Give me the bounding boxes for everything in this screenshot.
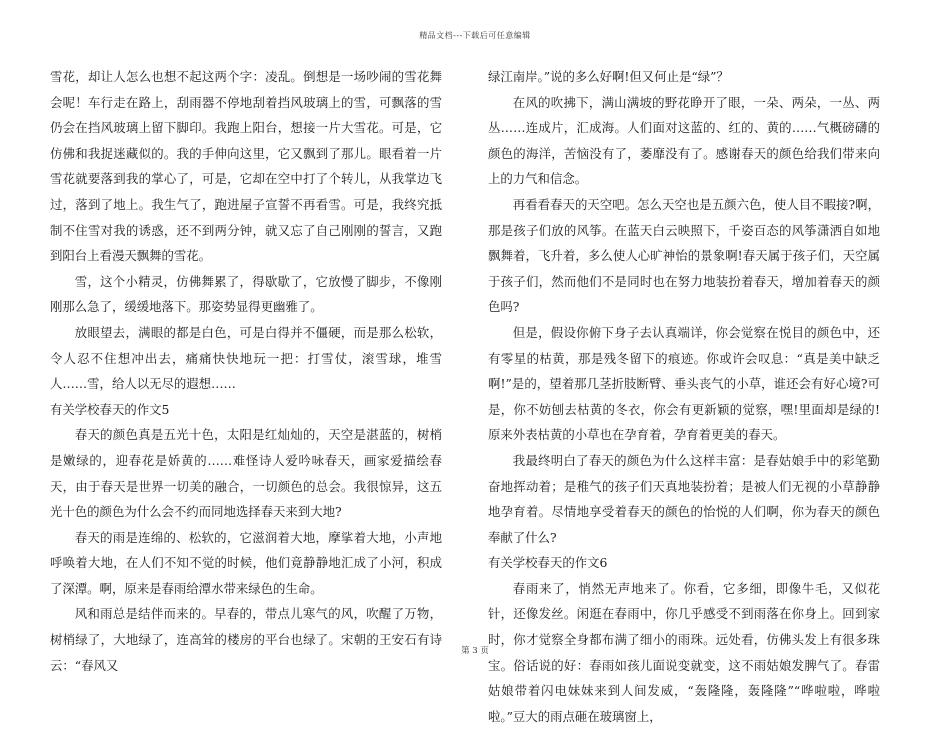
right-column — [488, 64, 880, 729]
paragraph: 绿江南岸。”说的多么好啊!但又何止是“绿”？ — [488, 69, 729, 84]
page-number: 第 3 页 — [461, 646, 489, 656]
paragraph: 雪花，却让人怎么也想不起这两个字：凌乱。倒想是一场吵闹的雪花舞会呢！车行走在路上，刮雨器不停地刮着挡风玻璃上的雪，可飘落的雪仍会在挡风玻璃上留下脚印。我跑上阳台，想接一片大雪花。可是，它仿佛和我捉迷藏似的。我的手伸向这里，它又飘到了那儿。眼看着一片雪花就要落到我的掌心了，可是，它却在空中打了个转儿，从我掌边飞过，落到了地上。我生气了，跑进屋子宣誓不再看雪。可是，我终究抵制不住雪对我的诱惑，还不到两分钟，就又忘了自己刚刚的誓言，又跑到阳台上看漫天飘舞的雪花。 — [50, 69, 442, 264]
paragraph: 放眼望去，满眼的都是白色，可是白得并不僵硬，而是那么松软，令人忍不住想冲出去，痛痛快快地玩一把：打雪仗，滚雪球，堆雪人……雪，给人以无尽的遐想…… — [50, 324, 442, 392]
left-column — [50, 64, 442, 678]
page-header: 精品文档---下载后可任意编辑 — [419, 31, 531, 40]
section-heading: 有关学校春天的作文6 — [488, 555, 608, 571]
paragraph: 雪，这个小精灵，仿佛舞累了，得歇歇了，它放慢了脚步，不像刚刚那么急了，缓缓地落下。那姿势显得更幽雅了。 — [50, 273, 442, 315]
section-heading: 有关学校春天的作文5 — [50, 401, 170, 417]
paragraph: 春天的雨是连绵的、松软的，它滋润着大地，摩挲着大地，小声地呼唤着大地，在人们不知不觉的时候，他们竟静静地汇成了小河，积成了深潭。啊，原来是春雨给潭水带来绿色的生命。 — [50, 529, 442, 596]
paragraph: 风和雨总是结伴而来的。早春的，带点儿寒气的风，吹醒了万物，树梢绿了，大地绿了，连高耸的楼房的平台也绿了。宋朝的王安石有诗云：“春风又 — [50, 606, 442, 673]
paragraph: 我最终明白了春天的颜色为什么这样丰富：是春姑娘手中的彩笔勤奋地挥动着；是稚气的孩子们天真地装扮着；是被人们无视的小草静静地孕育着。尽情地享受着春天的颜色的怡悦的人们啊，你为春天的颜色奉献了什么? — [488, 452, 880, 545]
paragraph: 在风的吹拂下，满山满坡的野花睁开了眼，一朵、两朵，一丛、两丛……连成片，汇成海。人们面对这蓝的、红的、黄的……气概磅礴的颜色的海洋，苦恼没有了，萎靡没有了。感谢春天的颜色给我们带来向上的力气和信念。 — [488, 94, 880, 187]
paragraph: 但是，假设你俯下身子去认真端详，你会觉察在悦目的颜色中，还有零星的枯黄，那是残冬留下的痕迹。你或许会叹息：“真是美中缺乏啊!”是的，望着那几茎折肢断臂、垂头丧气的小草，谁还会有好心境?可是，你不妨刨去枯黄的冬衣，你会有更新颖的觉察，嘿!里面却是绿的!原来外表枯黄的小草也在孕育着，孕育着更美的春天。 — [488, 324, 880, 443]
paragraph: 春雨来了，悄然无声地来了。你看，它多细，即像牛毛，又似花针，还像发丝。闲逛在春雨中，你几乎感受不到雨落在你身上。回到家时，你才觉察全身都布满了细小的雨珠。远处看，仿佛头发上有很多珠宝。俗话说的好：春雨如孩儿面说变就变，这不雨姑娘发脾气了。春雷姑娘带着闪电妹妹来到人间发威，“轰隆隆，轰隆隆”“哗啦啦，哗啦啦。”豆大的雨点砸在玻璃窗上， — [488, 580, 880, 724]
paragraph: 春天的颜色真是五光十色，太阳是红灿灿的，天空是湛蓝的，树梢是嫩绿的，迎春花是娇黄的……难怪诗人爱吟咏春天，画家爱描绘春天，由于春天是世界一切美的融合，一切颜色的总会。我很惊异，这五光十色的颜色为什么会不约而同地选择春天来到大地? — [50, 427, 442, 520]
paragraph: 再看看春天的天空吧。怎么天空也是五颜六色，使人目不暇接?啊，那是孩子们放的风筝。在蓝天白云映照下，千姿百态的风筝潇洒自如地飘舞着，飞升着，多么使人心旷神怡的景象啊!春天属于孩子们，天空属于孩子们，然而他们不是同时也在努力地装扮着春天，增加着春天的颜色吗? — [488, 196, 880, 315]
